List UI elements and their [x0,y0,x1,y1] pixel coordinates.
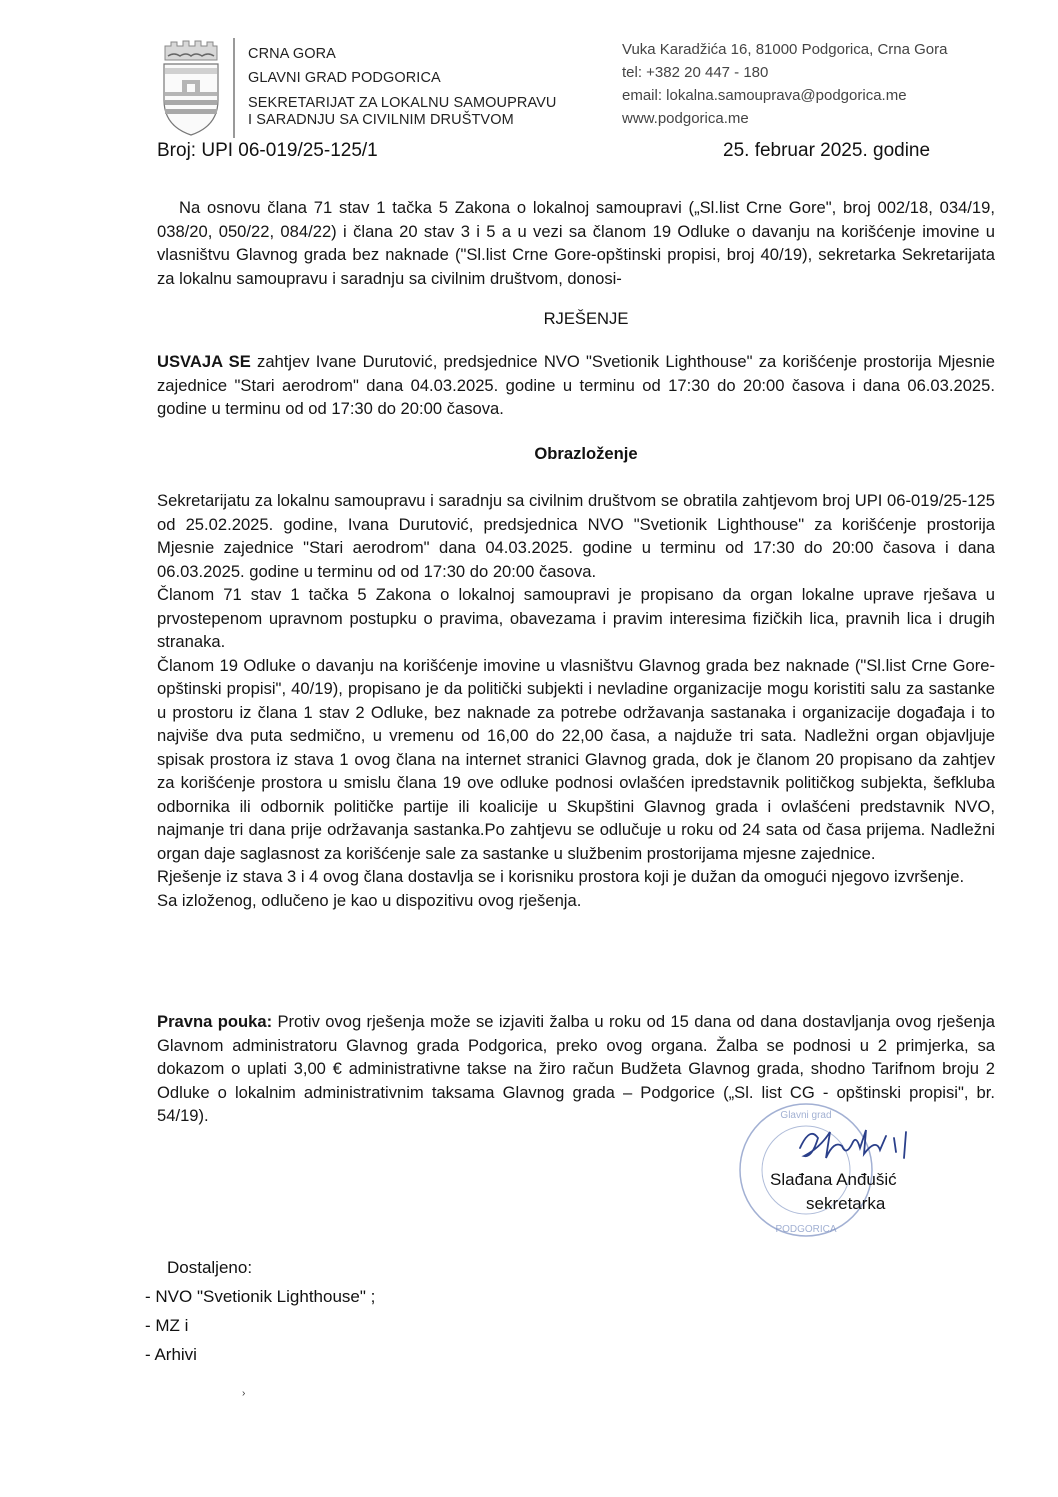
contact-phone: tel: +382 20 447 - 180 [622,64,769,81]
contact-address: Vuka Karadžića 16, 81000 Podgorica, Crna Gora [622,41,948,58]
org-line-country: CRNA GORA [248,46,336,62]
reasoning-paragraph: Sekretarijatu za lokalnu samoupravu i saradnju sa civilnim društvom se obratila zahtjevom broj UPI 06-019/25-125 od 25.02.2025. godine, Ivana Durutović, predsjednica NVO "Svetionik Lighthouse" za korišćenje prostorija Mjesnie zajednice "Stari aerodrom" dana 04.03.2025. godine u terminu od 17:30 do 20:00 časova i dana 06.03.2025. godine u terminu od od 17:30 do 20:00 časova. [157,491,995,581]
podgorica-coat-of-arms-icon [160,38,222,138]
document-date: 25. februar 2025. godine [723,140,931,161]
reasoning-paragraph: Članom 71 stav 1 tačka 5 Zakona o lokalnoj samoupravi je propisano da organ lokalne uprave rješava u prvostepenom upravnom postupku o pravima, obavezama i pravim interesima fizičkih lica, pravnih lica i drugih stranaka. [157,585,995,651]
delivery-item: - Arhivi [145,1345,197,1364]
header-divider [233,38,235,138]
organization-block [248,42,557,129]
preamble [157,196,995,290]
delivery-item: - MZ i [145,1316,189,1335]
signatory-name: Slađana Anđušić [770,1170,897,1189]
svg-text:Glavni grad: Glavni grad [780,1110,832,1121]
reasoning [157,489,995,912]
contact-website: www.podgorica.me [622,110,749,127]
delivery-heading: Dostaljeno: [167,1258,253,1277]
svg-text:PODGORICA: PODGORICA [775,1224,837,1235]
legal-notice-text: Protiv ovog rješenja može se izjaviti žalba u roku od 15 dana od dana dostavljanja ovog rješenja Glavnom administratoru Glavnog grada Podgorica, preko ovog organa. Žalba se podnosi u 2 primjerka, sa dokazom o uplati 3,00 € administrativne takse na žiro račun Budžeta Glavnog grada, shodno Tarifnom broju 2 Odluke o lokalnim administrativnim taksama Glavnog grada – Podgorice („Sl. list CG - opštinski propisi", br. 54/19). [157,1012,995,1125]
delivery-list [145,1253,375,1369]
signatory [770,1168,897,1216]
org-line-city: GLAVNI GRAD PODGORICA [248,70,441,86]
reasoning-paragraph: Rješenje iz stava 3 i 4 ovog člana dostavlja se i korisniku prostora koji je dužan da omogući njegovo izvršenje. [157,867,965,886]
handwritten-signature-icon [790,1118,920,1168]
delivery-item: - NVO "Svetionik Lighthouse" ; [145,1287,376,1306]
preamble-text: Na osnovu člana 71 stav 1 tačka 5 Zakona o lokalnoj samoupravi („Sl.list Crne Gore", broj 002/18, 034/19, 038/20, 050/22, 084/22) i člana 20 stav 3 i 5 a u vezi sa članom 19 Odluke o davanju na korišćenje imovine u vlasništvu Glavnog grada bez naknade ("Sl.list Crne Gore-opštinski propisi, broj 40/19), sekretarka Sekretarijata za lokalnu samoupravu i saradnju sa civilnim društvom, donosi- [157,198,995,288]
decision-text: zahtjev Ivane Durutović, predsjednice NVO "Svetionik Lighthouse" za korišćenje prostorija Mjesnie zajednice "Stari aerodrom" dana 04.03.2025. godine u terminu od 17:30 do 20:00 časova i dana 06.03.2025. godine u terminu od od 17:30 do 20:00 časova. [157,352,995,418]
handwritten-signature [790,1118,920,1168]
org-line-secretariat: SEKRETARIJAT ZA LOKALNU SAMOUPRAVU [248,95,557,111]
reference-number: Broj: UPI 06-019/25-125/1 [157,140,378,161]
stray-mark: › [242,1388,246,1399]
reasoning-paragraph: Sa izloženog, odlučeno je kao u dispozitivu ovog rješenja. [157,890,582,910]
signatory-role: sekretarka [806,1194,886,1213]
decision [157,350,995,421]
reasoning-title: Obrazloženje [534,444,638,463]
reasoning-paragraph: Članom 19 Odluke o davanju na korišćenje imovine u vlasništvu Glavnog grada bez naknade ("Sl.list Crne Gore-opštinski propisi", 40/19), propisano je da politički subjekti i nevladine organizacije mogu koristiti salu za sastanke u prostoru iz člana 1 stav 2 Odluke, bez naknade za potrebe održavanja sastanaka i organizacije događaja i to najviše dva puta sedmično, u vremenu od 16,00 do 22,00 časa, a najduže tri sata. Nadležni organ objavljuje spisak prostora iz stava 1 ovog člana na internet stranici Glavnog grada, dok je članom 20 propisano da zahtjev za korišćenje prostora u smislu člana 19 ove odluke podnosi ovlašćen ipredstavnik političkog subjekta, šefkluba odbornika ili odbornik političke partije ili koalicije u Skupštini Glavnog grada i ovlašćeni predstavnik NVO, najmanje tri dana prije održavanja sastanka.Po zahtjevu se odlučuje u roku od 24 sata od časa prijema. Nadležni organ daje saglasnost za korišćenje sale za sastanke u službenim prostorijama mjesne zajednice. [157,655,995,863]
coat-of-arms-logo [160,38,222,138]
document-title: RJEŠENJE [543,309,629,328]
contact-block [622,38,947,130]
contact-email: email: lokalna.samouprava@podgorica.me [622,87,907,104]
org-line-secretariat-2: I SARADNJU SA CIVILNIM DRUŠTVOM [248,112,514,128]
legal-notice-lead: Pravna pouka: [157,1012,273,1031]
decision-lead: USVAJA SE [157,352,251,371]
